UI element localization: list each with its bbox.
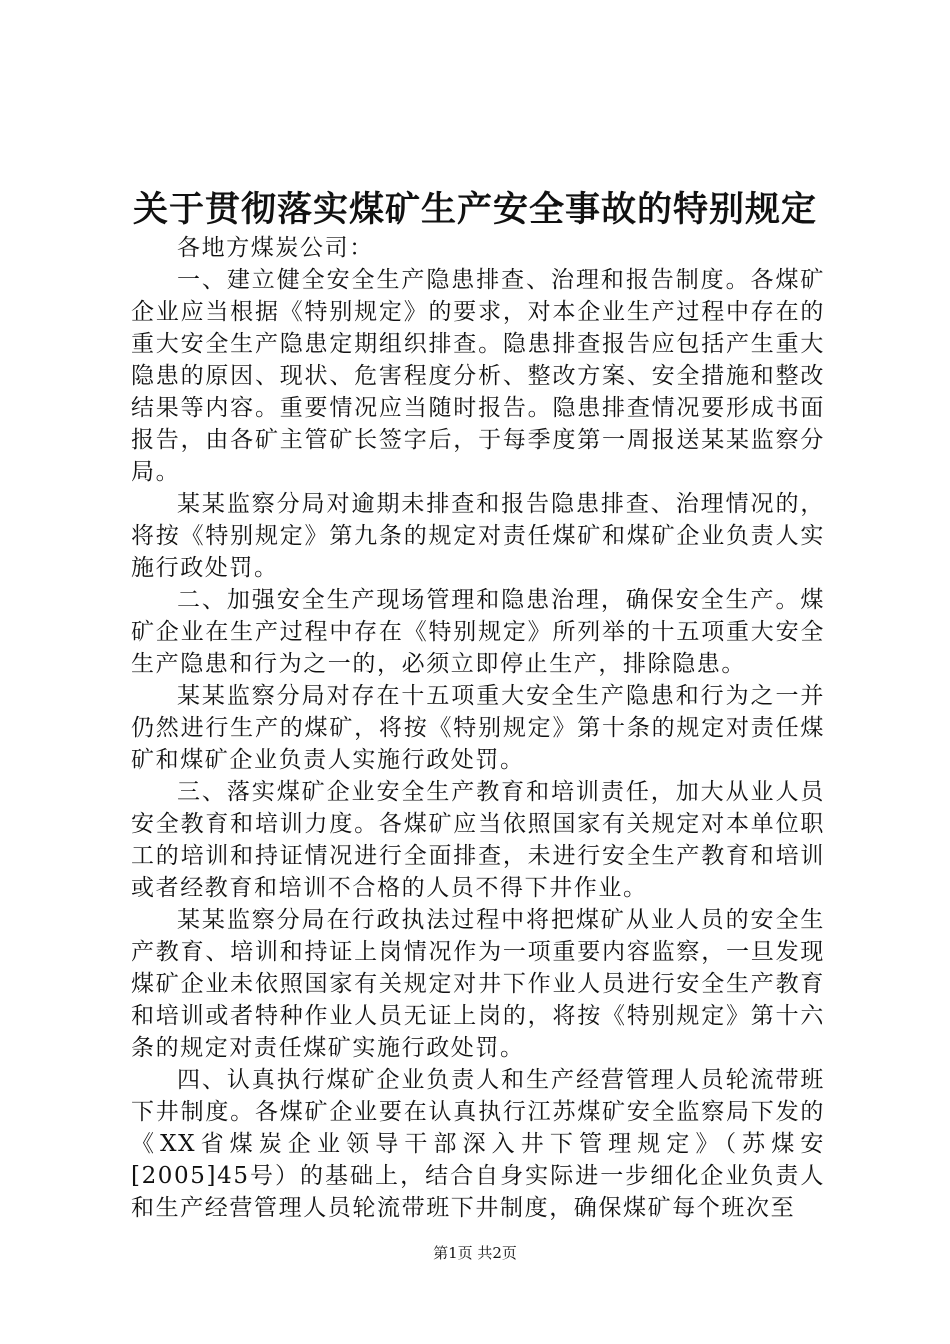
paragraph: 二、加强安全生产现场管理和隐患治理，确保安全生产。煤矿企业在生产过程中存在《特别规定》所列举的十五项重大安全生产隐患和行为之一的，必须立即停止生产，排除隐患。 [131,587,825,677]
paragraph: 某某监察分局对逾期未排查和报告隐患排查、治理情况的，将按《特别规定》第九条的规定对责任煤矿和煤矿企业负责人实施行政处罚。 [131,491,825,581]
paragraph: 某某监察分局在行政执法过程中将把煤矿从业人员的安全生产教育、培训和持证上岗情况作为一项重要内容监察，一旦发现煤矿企业未依照国家有关规定对井下作业人员进行安全生产教育和培训或者特种作业人员无证上岗的，将按《特别规定》第十六条的规定对责任煤矿实施行政处罚。 [131,907,825,1061]
document-body [131,232,825,1224]
page-number-footer: 第1页 共2页 [433,1244,517,1262]
paragraph: 一、建立健全安全生产隐患排查、治理和报告制度。各煤矿企业应当根据《特别规定》的要求，对本企业生产过程中存在的重大安全生产隐患定期组织排查。隐患排查报告应包括产生重大隐患的原因、现状、危害程度分析、整改方案、安全措施和整改结果等内容。重要情况应当随时报告。隐患排查情况要形成书面报告，由各矿主管矿长签字后，于每季度第一周报送某某监察分局。 [131,267,825,485]
paragraph: 三、落实煤矿企业安全生产教育和培训责任，加大从业人员安全教育和培训力度。各煤矿应当依照国家有关规定对本单位职工的培训和持证情况进行全面排查，未进行安全生产教育和培训或者经教育和培训不合格的人员不得下井作业。 [131,779,825,901]
paragraph: 某某监察分局对存在十五项重大安全生产隐患和行为之一并仍然进行生产的煤矿，将按《特别规定》第十条的规定对责任煤矿和煤矿企业负责人实施行政处罚。 [131,683,825,773]
salutation: 各地方煤炭公司： [177,235,374,261]
document-title: 关于贯彻落实煤矿生产安全事故的特别规定 [132,189,817,230]
paragraph: 四、认真执行煤矿企业负责人和生产经营管理人员轮流带班下井制度。各煤矿企业要在认真执行江苏煤矿安全监察局下发的《XX省煤炭企业领导干部深入井下管理规定》（苏煤安[2005]45号）的基础上，结合自身实际进一步细化企业负责人和生产经营管理人员轮流带班下井制度，确保煤矿每个班次至 [131,1067,825,1221]
